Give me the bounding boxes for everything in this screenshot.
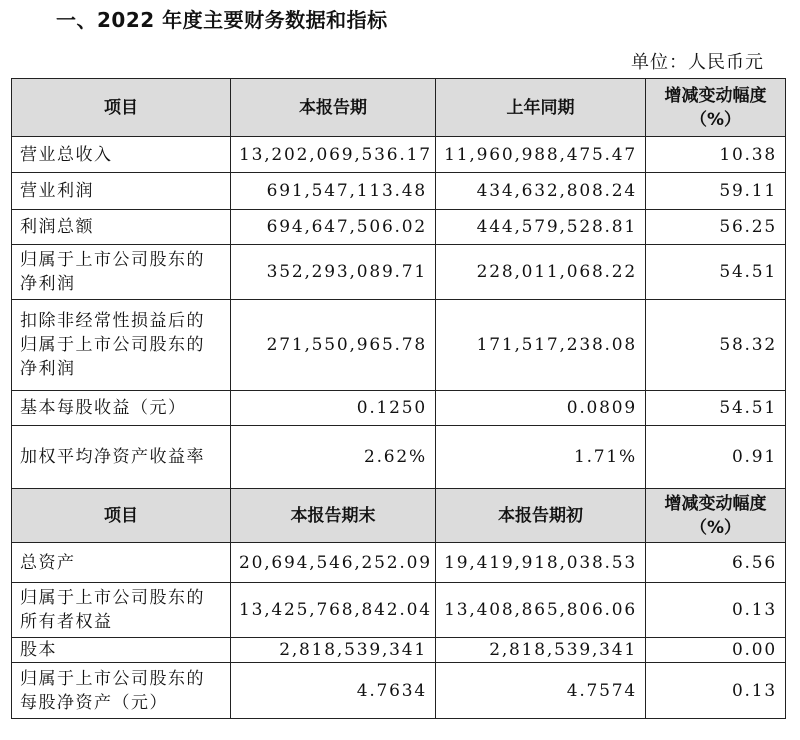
row-change: 6.56 bbox=[646, 543, 786, 583]
row-change: 0.13 bbox=[646, 663, 786, 719]
row-prior: 13,408,865,806.06 bbox=[436, 583, 646, 638]
table-row bbox=[12, 543, 786, 583]
row-change: 59.11 bbox=[646, 173, 786, 210]
row-change: 54.51 bbox=[646, 245, 786, 300]
row-change: 58.32 bbox=[646, 300, 786, 391]
row-current: 13,425,768,842.04 bbox=[231, 583, 436, 638]
row-current: 352,293,089.71 bbox=[231, 245, 436, 300]
table-row bbox=[12, 210, 786, 245]
row-prior: 228,011,068.22 bbox=[436, 245, 646, 300]
table-row bbox=[12, 245, 786, 300]
table1-header-row bbox=[12, 79, 786, 137]
row-item: 股本 bbox=[12, 638, 231, 663]
table-row bbox=[12, 173, 786, 210]
row-prior: 19,419,918,038.53 bbox=[436, 543, 646, 583]
header-item: 项目 bbox=[12, 79, 231, 137]
table-row bbox=[12, 583, 786, 638]
row-current: 691,547,113.48 bbox=[231, 173, 436, 210]
row-change: 10.38 bbox=[646, 137, 786, 173]
row-prior: 11,960,988,475.47 bbox=[436, 137, 646, 173]
header-current-period: 本报告期 bbox=[231, 79, 436, 137]
table-row bbox=[12, 663, 786, 719]
row-current: 4.7634 bbox=[231, 663, 436, 719]
row-current: 0.1250 bbox=[231, 391, 436, 426]
row-change: 54.51 bbox=[646, 391, 786, 426]
header-item: 项目 bbox=[12, 489, 231, 543]
row-prior: 4.7574 bbox=[436, 663, 646, 719]
row-change: 0.91 bbox=[646, 426, 786, 489]
header-pct-unit: （%） bbox=[689, 109, 742, 130]
header-prior-period: 上年同期 bbox=[436, 79, 646, 137]
table-row bbox=[12, 137, 786, 173]
row-prior: 1.71% bbox=[436, 426, 646, 489]
row-current: 20,694,546,252.09 bbox=[231, 543, 436, 583]
row-prior: 2,818,539,341 bbox=[436, 638, 646, 663]
row-item: 归属于上市公司股东的所有者权益 bbox=[12, 583, 231, 638]
header-period-end: 本报告期末 bbox=[231, 489, 436, 543]
table2-header-row bbox=[12, 489, 786, 543]
header-change-label: 增减变动幅度 bbox=[664, 493, 767, 514]
header-period-start: 本报告期初 bbox=[436, 489, 646, 543]
row-item: 加权平均净资产收益率 bbox=[12, 426, 231, 489]
row-change: 0.13 bbox=[646, 583, 786, 638]
row-item: 扣除非经常性损益后的归属于上市公司股东的净利润 bbox=[12, 300, 231, 391]
row-prior: 434,632,808.24 bbox=[436, 173, 646, 210]
row-current: 2.62% bbox=[231, 426, 436, 489]
row-current: 271,550,965.78 bbox=[231, 300, 436, 391]
table-row bbox=[12, 638, 786, 663]
header-change-label: 增减变动幅度 bbox=[664, 85, 767, 106]
row-current: 13,202,069,536.17 bbox=[231, 137, 436, 173]
row-item: 归属于上市公司股东的净利润 bbox=[12, 245, 231, 300]
currency-unit-label: 单位：人民币元 bbox=[631, 52, 764, 73]
row-item: 基本每股收益（元） bbox=[12, 391, 231, 426]
row-item: 总资产 bbox=[12, 543, 231, 583]
table-row bbox=[12, 426, 786, 489]
row-current: 2,818,539,341 bbox=[231, 638, 436, 663]
financial-data-table bbox=[11, 78, 786, 719]
row-current: 694,647,506.02 bbox=[231, 210, 436, 245]
row-item: 营业总收入 bbox=[12, 137, 231, 173]
row-change: 0.00 bbox=[646, 638, 786, 663]
row-prior: 444,579,528.81 bbox=[436, 210, 646, 245]
header-pct-unit: （%） bbox=[689, 517, 742, 538]
row-change: 56.25 bbox=[646, 210, 786, 245]
row-prior: 0.0809 bbox=[436, 391, 646, 426]
table-row bbox=[12, 391, 786, 426]
row-prior: 171,517,238.08 bbox=[436, 300, 646, 391]
row-item: 营业利润 bbox=[12, 173, 231, 210]
row-item: 归属于上市公司股东的每股净资产（元） bbox=[12, 663, 231, 719]
header-change-pct bbox=[646, 79, 786, 137]
section-heading: 一、2022 年度主要财务数据和指标 bbox=[56, 8, 388, 32]
table-row bbox=[12, 300, 786, 391]
row-item: 利润总额 bbox=[12, 210, 231, 245]
header-change-pct bbox=[646, 489, 786, 543]
